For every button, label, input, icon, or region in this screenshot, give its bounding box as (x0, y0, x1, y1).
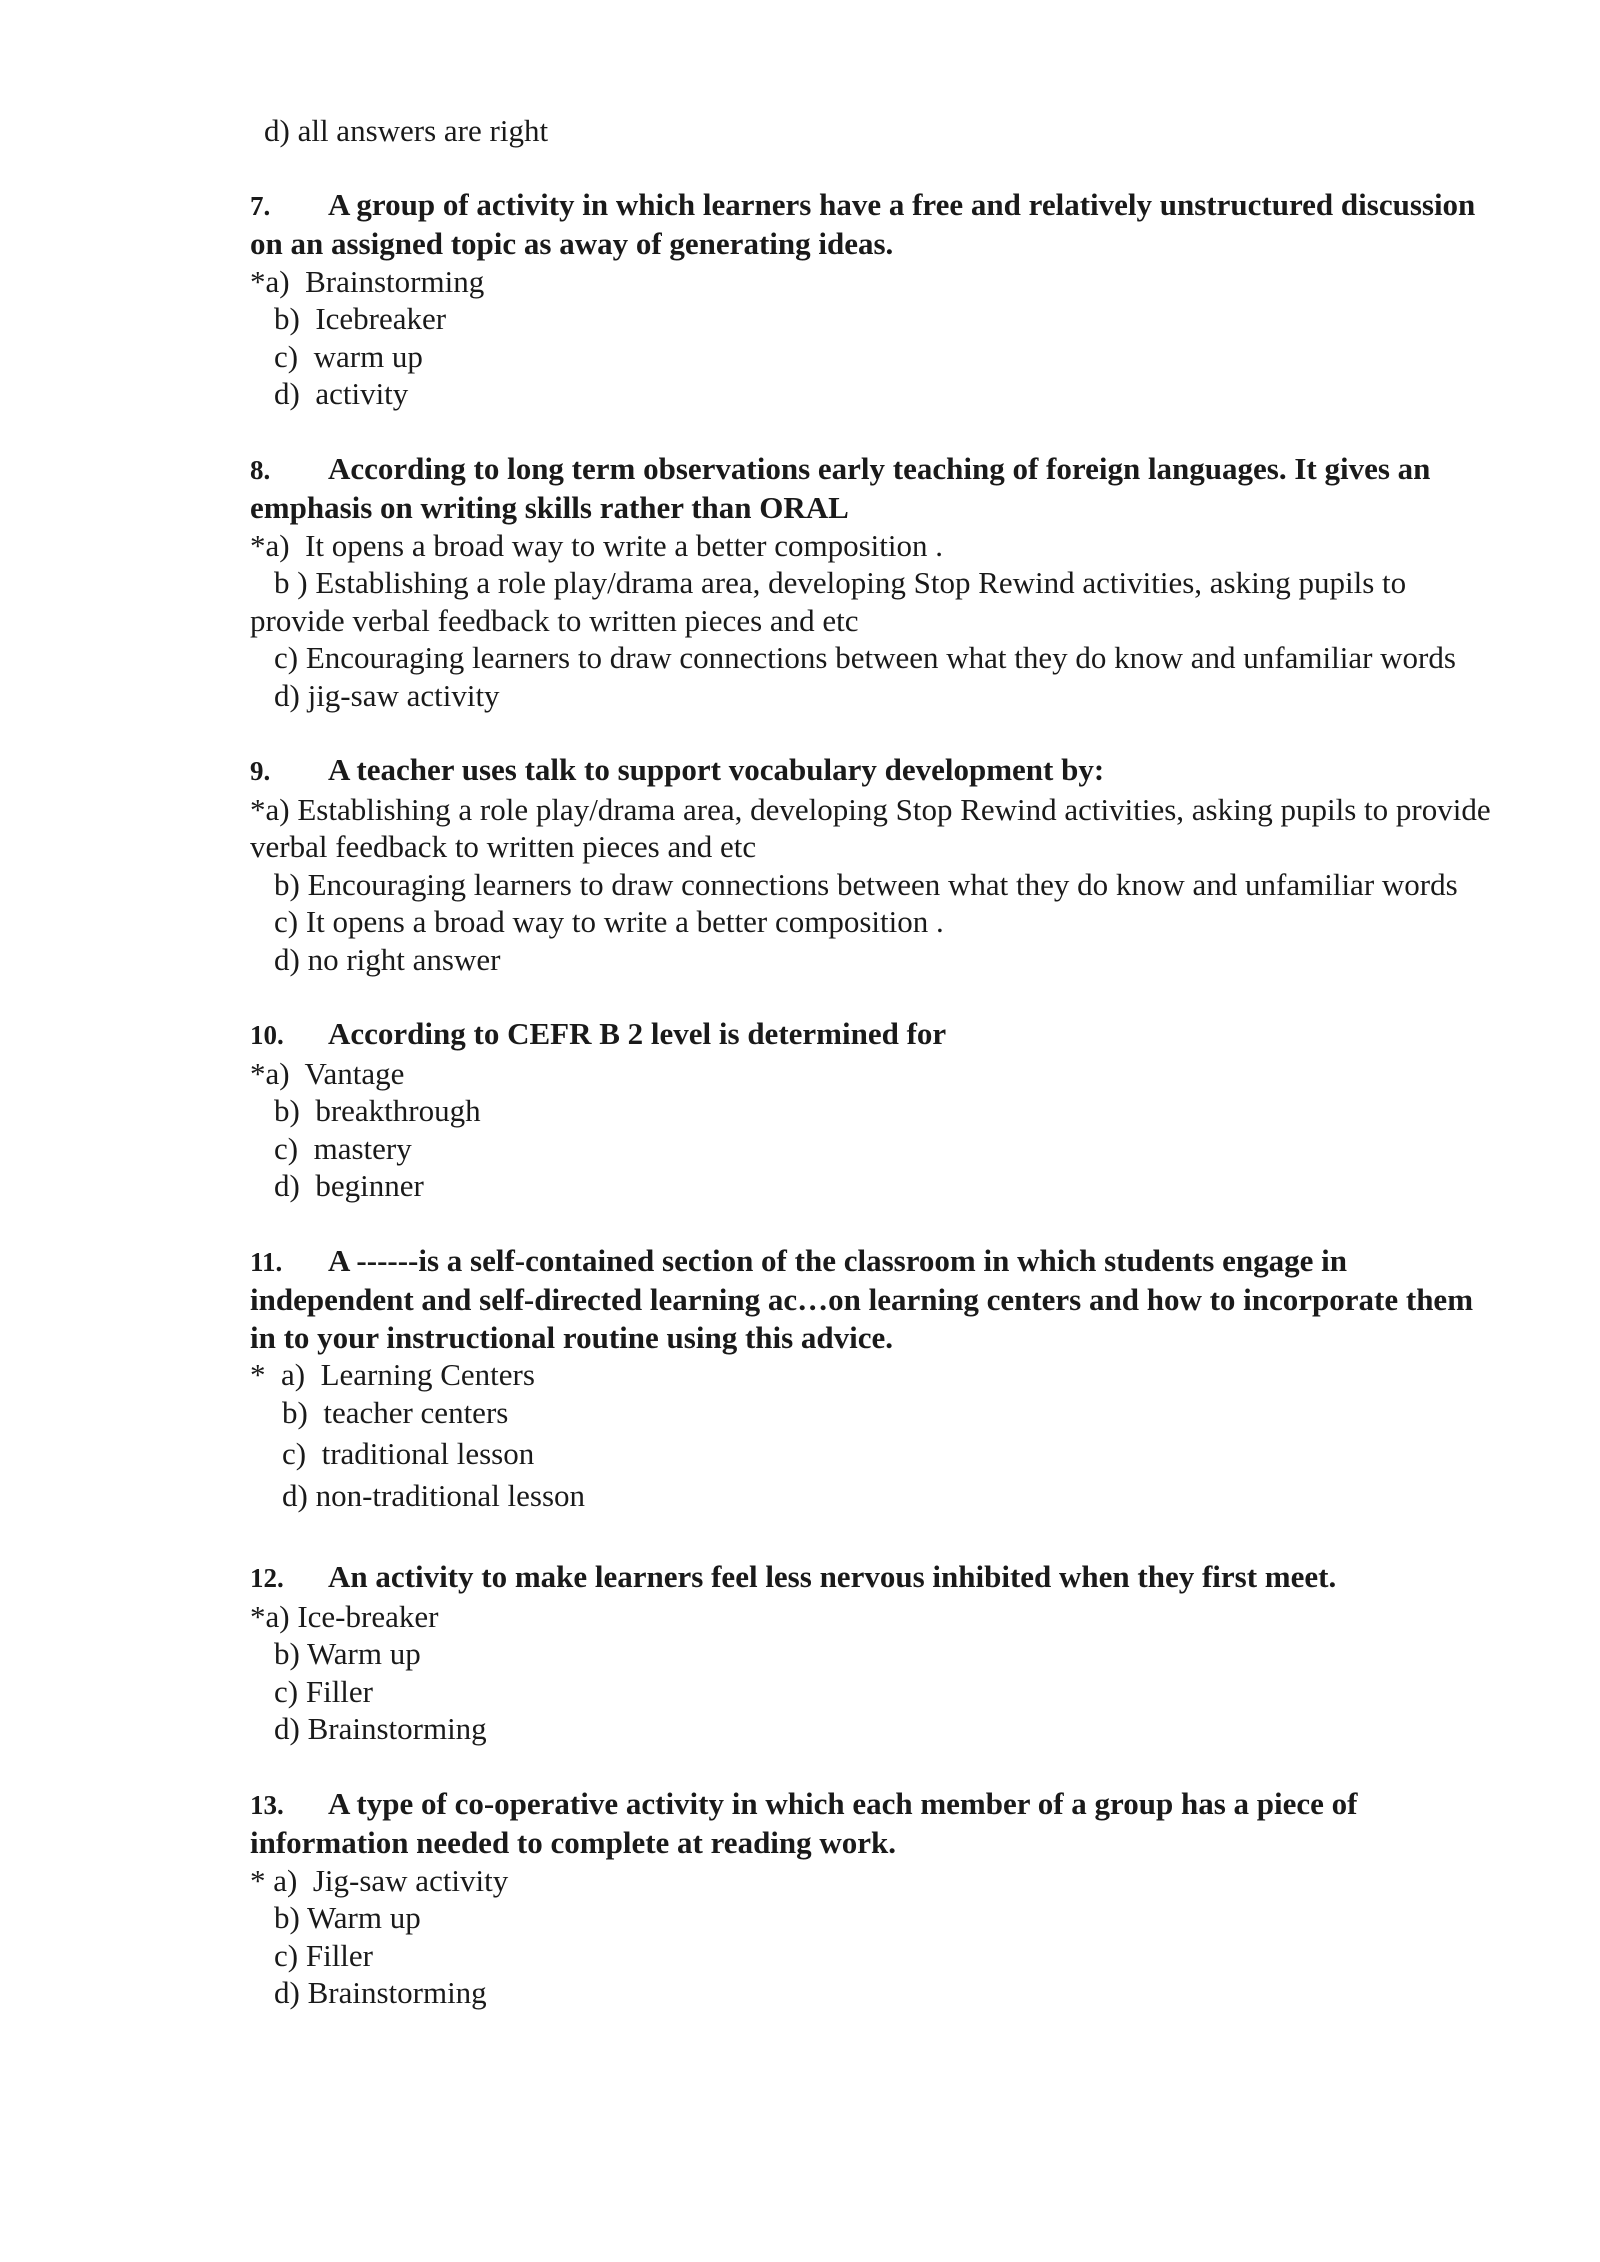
question-stem (250, 751, 1500, 791)
question-number: 7. (250, 190, 271, 221)
answer-option (250, 1937, 1500, 1975)
answer-option (250, 1167, 1500, 1205)
answer-option (250, 1635, 1500, 1673)
quiz-content (250, 112, 1500, 2049)
option-text: beginner (299, 1168, 424, 1203)
option-marker: *a) (250, 1598, 290, 1634)
question-13 (250, 1785, 1500, 2012)
option-text: Brainstorming (299, 1975, 487, 2010)
question-text: According to long term observations early teaching of foreign languages. It gives an emphasis on writing skills rather than ORAL (250, 450, 1431, 525)
question-10 (250, 1015, 1500, 1205)
option-marker: *a) (250, 1055, 290, 1091)
option-text: warm up (298, 338, 423, 374)
question-text: An activity to make learners feel less nervous inhibited when they first meet. (328, 1559, 1337, 1594)
option-text: activity (299, 376, 409, 411)
question-stem (250, 1015, 1500, 1055)
option-text: mastery (298, 1130, 412, 1166)
question-11 (250, 1242, 1500, 1515)
question-number: 8. (250, 454, 271, 485)
option-marker: *a) (250, 263, 290, 299)
question-stem (250, 1558, 1500, 1598)
question-9 (250, 751, 1500, 978)
option-marker: b) (274, 1900, 300, 1935)
option-marker: b) (274, 301, 300, 336)
answer-option (250, 941, 1500, 979)
answer-option (250, 1673, 1500, 1711)
option-text: Warm up (299, 1636, 421, 1671)
answer-option-correct (250, 263, 1500, 301)
option-text: teacher centers (307, 1394, 509, 1430)
option-text: It opens a broad way to write a better composition . (298, 904, 944, 939)
option-marker: *a) (250, 791, 290, 827)
option-marker: * a) (250, 1357, 306, 1392)
option-text: Filler (298, 1673, 374, 1709)
answer-option (250, 903, 1500, 941)
answer-option (250, 866, 1500, 904)
option-marker: c) (274, 1937, 299, 1973)
option-text: Establishing a role play/drama area, developing Stop Rewind activities, asking pupils to provide verbal feedback to written pieces and etc (250, 565, 1414, 638)
question-stem (250, 1242, 1500, 1357)
answer-option-correct (250, 1862, 1500, 1900)
option-marker: c) (282, 1436, 307, 1471)
question-8 (250, 450, 1500, 715)
question-number: 10. (250, 1020, 284, 1050)
question-stem (250, 1785, 1500, 1862)
answer-option (250, 677, 1500, 715)
option-marker: c) (274, 1130, 299, 1166)
question-12 (250, 1558, 1500, 1748)
question-number: 11. (250, 1246, 283, 1277)
answer-option (250, 1899, 1500, 1937)
question-text: A group of activity in which learners have a free and relatively unstructured discussion on an assigned topic as away of generating ideas. (250, 186, 1476, 261)
answer-option-correct (250, 527, 1500, 565)
option-text: Establishing a role play/drama area, developing Stop Rewind activities, asking pupils to provide verbal feedback to written pieces and etc (250, 791, 1499, 864)
option-marker: d) (274, 941, 300, 977)
option-marker: b) (274, 1093, 300, 1128)
option-text: no right answer (299, 941, 501, 977)
carried-over-answer: d) all answers are right (264, 113, 549, 148)
answer-option (250, 375, 1500, 413)
answer-option-correct (250, 1055, 1500, 1093)
option-marker: d) (274, 376, 300, 411)
question-text: A teacher uses talk to support vocabulary development by: (328, 752, 1105, 787)
option-marker: c) (274, 338, 299, 374)
option-marker: c) (274, 1673, 299, 1709)
option-marker: d) (274, 1711, 300, 1746)
option-text: jig-saw activity (299, 677, 500, 713)
question-number: 9. (250, 756, 271, 786)
option-text: Jig-saw activity (297, 1862, 509, 1898)
option-text: Vantage (289, 1055, 405, 1091)
option-marker: * a) (250, 1862, 298, 1898)
option-marker: b) (274, 866, 300, 902)
answer-option-correct (250, 1356, 1500, 1394)
option-marker: b ) (274, 565, 308, 600)
answer-option (250, 564, 1500, 639)
question-stem (250, 186, 1500, 263)
question-number: 13. (250, 1789, 284, 1820)
answer-option-correct (250, 1598, 1500, 1636)
answer-option (250, 1130, 1500, 1168)
option-text: Encouraging learners to draw connections between what they do know and unfamiliar words (299, 866, 1458, 902)
option-marker: c) (274, 904, 299, 939)
option-text: Warm up (299, 1900, 421, 1935)
option-marker: c) (274, 640, 299, 675)
option-text: Learning Centers (305, 1357, 535, 1392)
option-marker: b) (282, 1394, 308, 1430)
option-text: Brainstorming (299, 1711, 487, 1746)
question-text: According to CEFR B 2 level is determined for (328, 1016, 947, 1051)
option-marker: d) (282, 1477, 308, 1513)
answer-option (250, 1477, 1500, 1515)
option-text: Ice-breaker (289, 1598, 439, 1634)
answer-option (250, 639, 1500, 677)
option-text: breakthrough (299, 1093, 481, 1128)
answer-option (250, 1710, 1500, 1748)
option-text: It opens a broad way to write a better composition . (289, 527, 944, 563)
option-text: Brainstorming (289, 263, 485, 299)
option-marker: *a) (250, 527, 290, 563)
answer-option (250, 300, 1500, 338)
option-text: non-traditional lesson (307, 1477, 586, 1513)
answer-option (250, 1435, 1500, 1473)
option-marker: d) (274, 1975, 300, 2010)
answer-option (250, 1394, 1500, 1432)
question-text: A ------is a self-contained section of the classroom in which students engage in independent and self-directed learning ac…on learning centers and how to incorporate them in to your instructional routine using this advice. (250, 1242, 1474, 1355)
option-text: Filler (298, 1937, 374, 1973)
question-stem (250, 450, 1500, 527)
question-number: 12. (250, 1563, 284, 1593)
question-7 (250, 186, 1500, 413)
option-marker: d) (274, 1168, 300, 1203)
question-text: A type of co-operative activity in which each member of a group has a piece of information needed to complete at reading work. (250, 1785, 1358, 1860)
answer-option-correct (250, 791, 1500, 866)
answer-option (250, 1092, 1500, 1130)
option-text: Icebreaker (299, 301, 447, 336)
answer-option (250, 338, 1500, 376)
option-marker: b) (274, 1636, 300, 1671)
option-marker: d) (274, 677, 300, 713)
answer-option (250, 1974, 1500, 2012)
option-text: traditional lesson (306, 1436, 535, 1471)
option-text: Encouraging learners to draw connections between what they do know and unfamiliar words (298, 640, 1456, 675)
